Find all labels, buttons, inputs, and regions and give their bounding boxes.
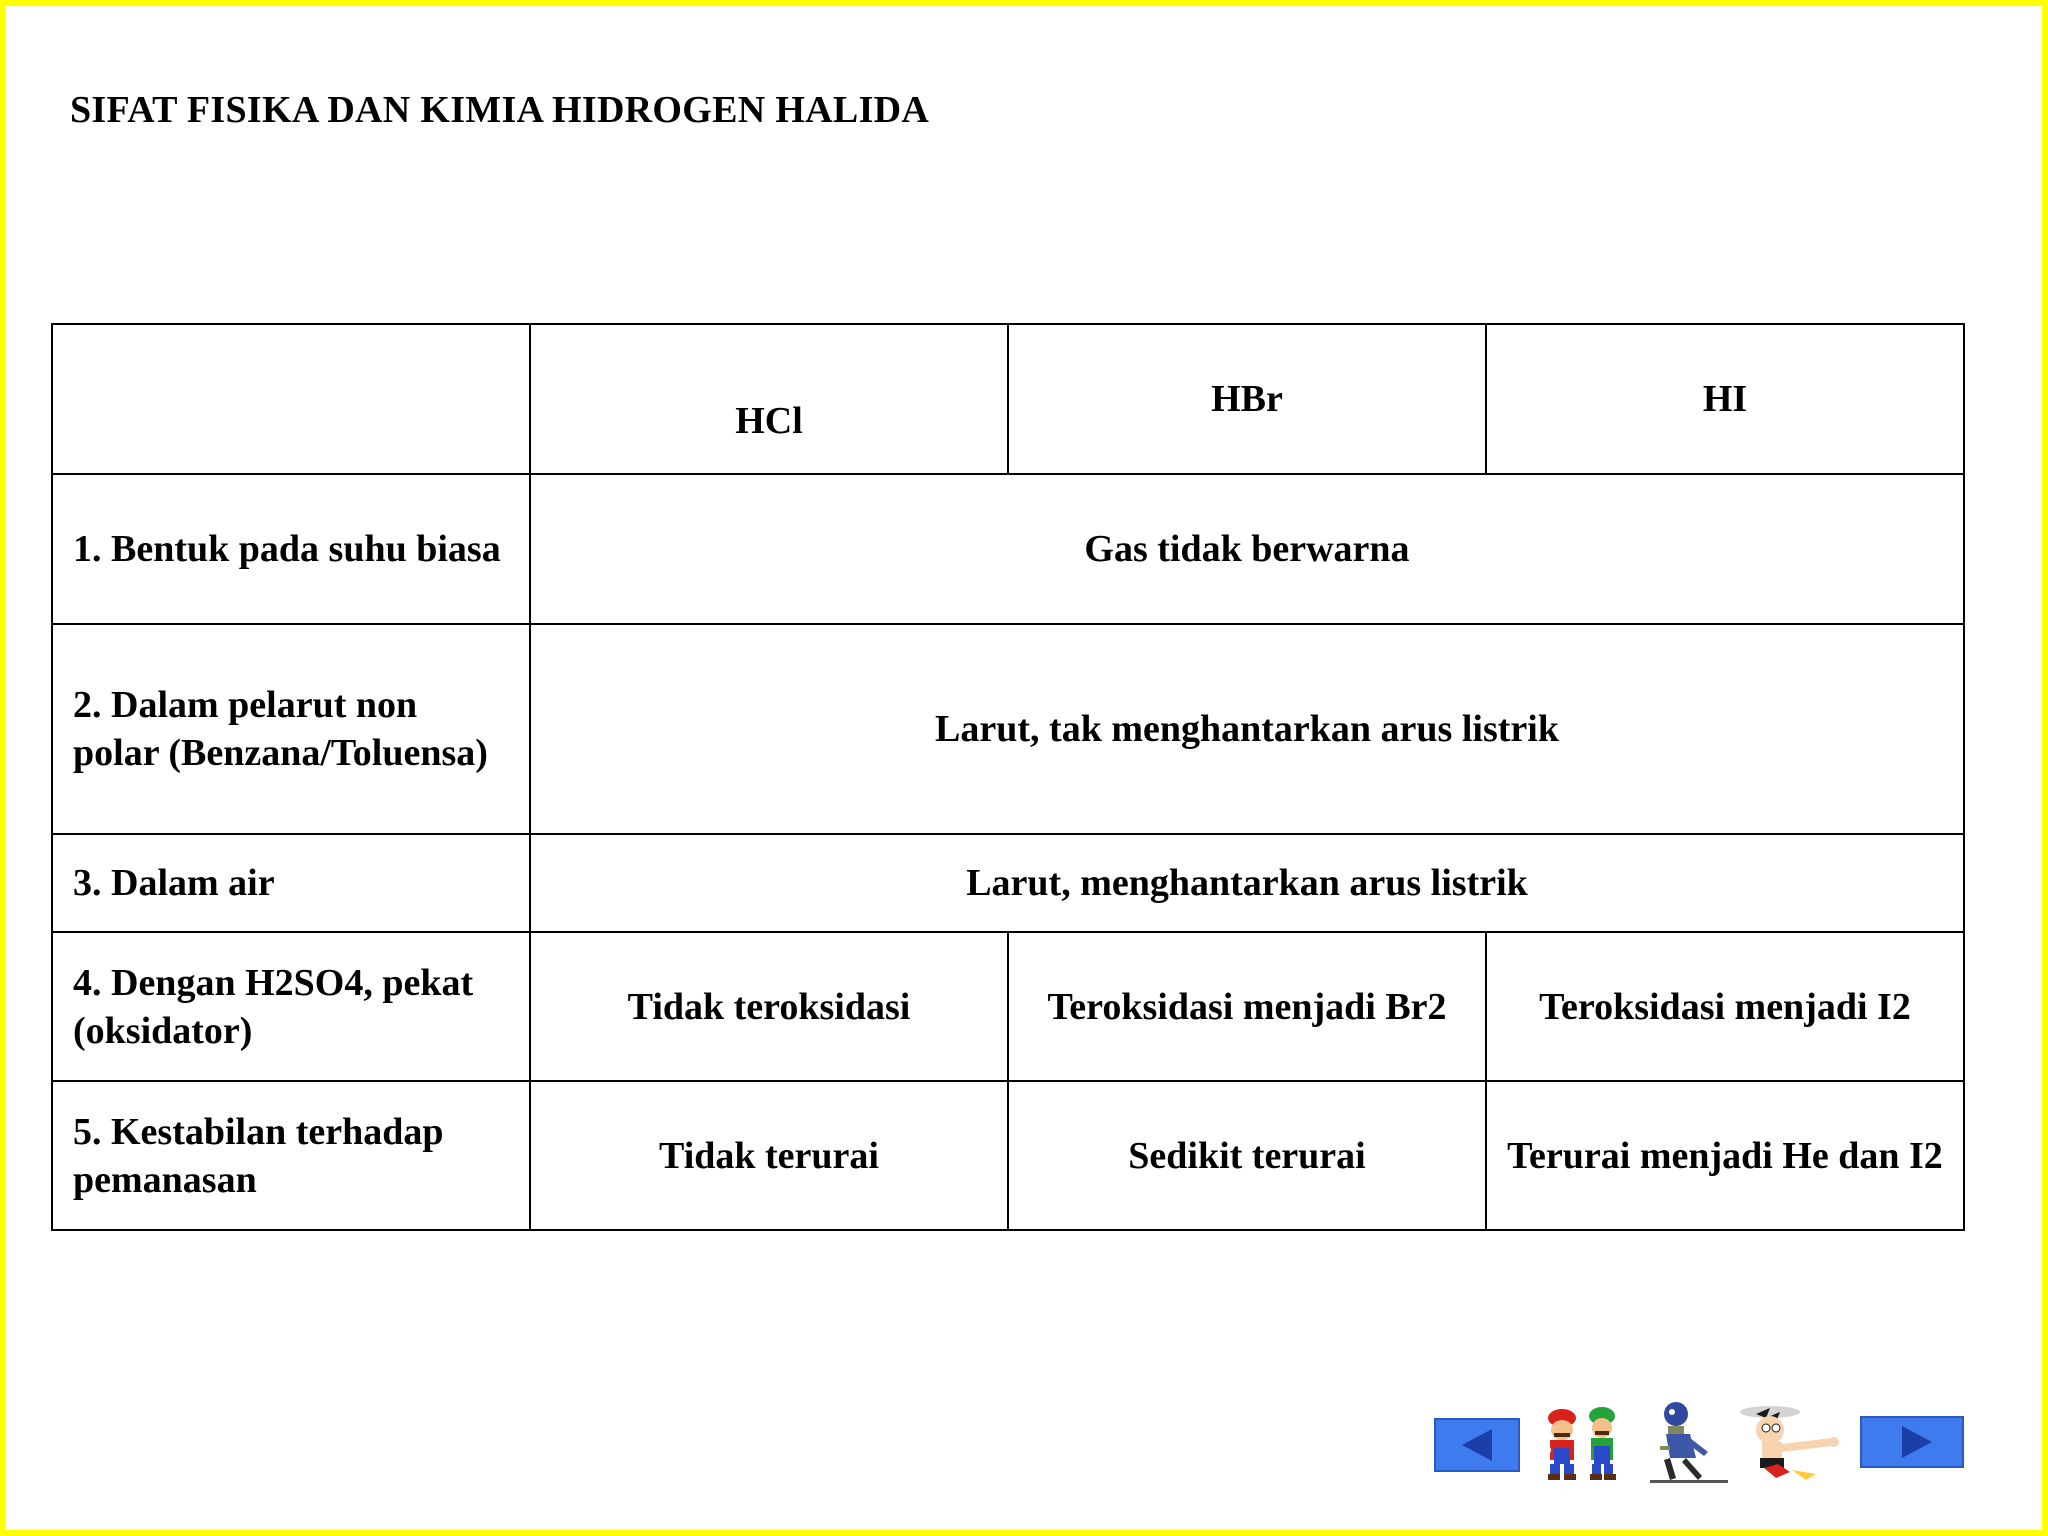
row-label: 1. Bentuk pada suhu biasa [52, 474, 530, 624]
slide-title: SIFAT FISIKA DAN KIMIA HIDROGEN HALIDA [70, 89, 930, 131]
row-label: 4. Dengan H2SO4, pekat (oksidator) [52, 932, 530, 1081]
properties-table [51, 323, 1965, 1231]
row-label: 2. Dalam pelarut non polar (Benzana/Toluensa) [52, 624, 530, 834]
value-cell-hi: Terurai menjadi He dan I2 [1486, 1081, 1964, 1230]
zombie-sprite [1646, 1400, 1736, 1486]
row-label: 5. Kestabilan terhadap pemanasan [52, 1081, 530, 1230]
next-slide-button[interactable] [1860, 1416, 1964, 1468]
header-hbr: HBr [1008, 324, 1486, 474]
table-row [52, 834, 1964, 932]
table-header-row [52, 324, 1964, 474]
value-cell-hi: Teroksidasi menjadi I2 [1486, 932, 1964, 1081]
value-cell-hcl: Tidak terurai [530, 1081, 1008, 1230]
row-label: 3. Dalam air [52, 834, 530, 932]
value-cell-hbr: Sedikit terurai [1008, 1081, 1486, 1230]
table-row [52, 624, 1964, 834]
mario-luigi-sprite [1536, 1404, 1628, 1484]
astro-boy-sprite [1736, 1404, 1840, 1484]
table-row [52, 1081, 1964, 1230]
previous-slide-button[interactable] [1434, 1418, 1520, 1472]
table-row [52, 932, 1964, 1081]
right-arrow-icon [1902, 1426, 1932, 1458]
table-row [52, 474, 1964, 624]
header-empty-cell [52, 324, 530, 474]
value-cell-hbr: Teroksidasi menjadi Br2 [1008, 932, 1486, 1081]
merged-value-cell: Larut, tak menghantarkan arus listrik [530, 624, 1964, 834]
value-cell-hcl: Tidak teroksidasi [530, 932, 1008, 1081]
merged-value-cell: Larut, menghantarkan arus listrik [530, 834, 1964, 932]
header-hcl: HCl [530, 324, 1008, 474]
merged-value-cell: Gas tidak berwarna [530, 474, 1964, 624]
left-arrow-icon [1462, 1429, 1492, 1461]
header-hi: HI [1486, 324, 1964, 474]
